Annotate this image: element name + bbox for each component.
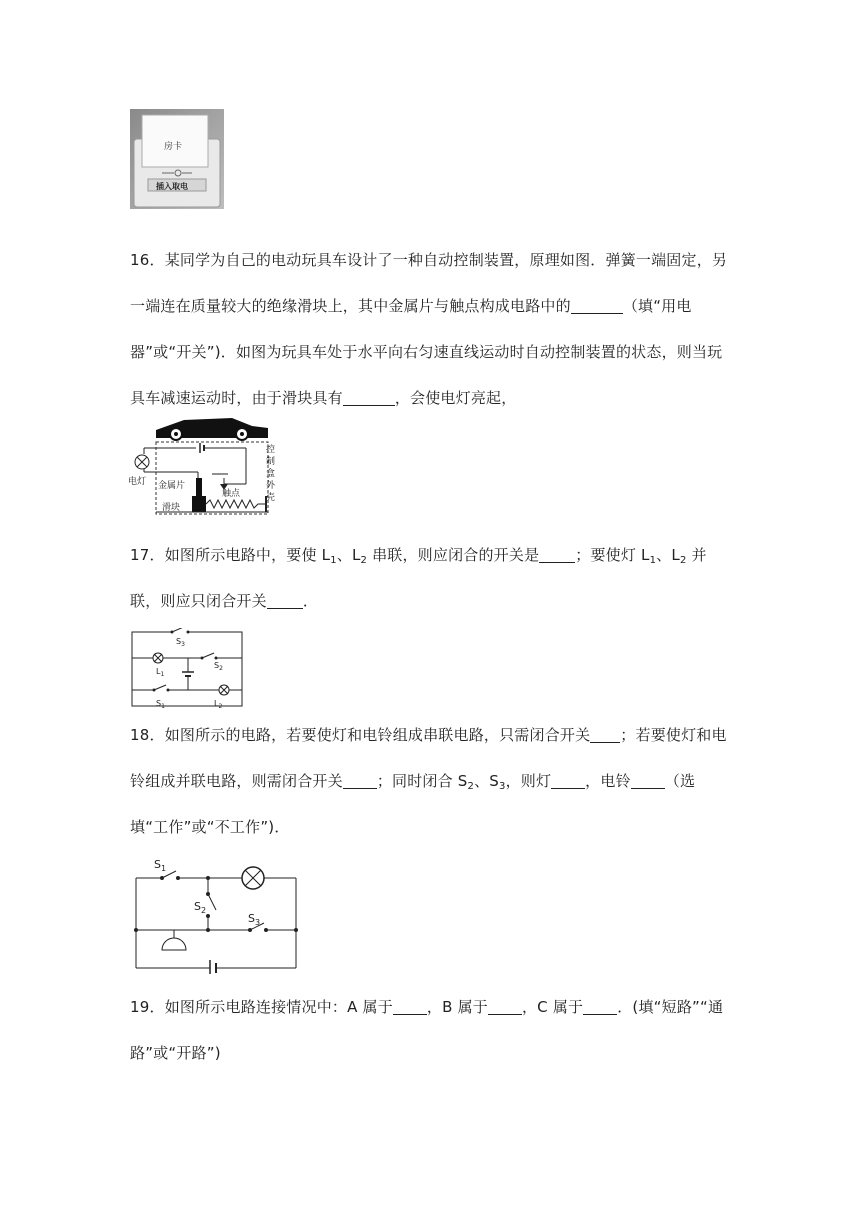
electric-bell	[162, 938, 186, 950]
slider-block	[192, 496, 206, 512]
q18-blank-3[interactable]	[551, 772, 585, 789]
label-control-box: 控制盒外壳	[266, 445, 276, 503]
svg-text:L2: $L_2$	[214, 699, 223, 710]
label-lamp: 电灯	[128, 477, 147, 487]
svg-text:S1: $S_1$	[154, 858, 167, 873]
q16-text-2: （填“用电器”或“开关”)．如图为玩具车处于水平向右匀速直线运动时自动控制装置的状态，则当玩具车减速运动时，由于滑块具有	[130, 297, 723, 407]
spring	[206, 500, 266, 508]
question-17: 17．如图所示电路中，要使 $L_1$、$L_2$ 串联，则应闭合的开关是 ；要使灯 $L_1$、$L_2$ 并联，则应只闭合开关 ．	[130, 546, 707, 610]
svg-text:L1: $L_1$	[156, 667, 165, 678]
q18-blank-1[interactable]	[590, 726, 620, 743]
q16-blank-2[interactable]	[343, 389, 395, 406]
label-contact: 触点	[222, 489, 241, 499]
svg-text:S3: $S_3$	[248, 912, 261, 927]
q19-blank-c[interactable]	[583, 998, 617, 1015]
q16-number: 16．	[130, 251, 165, 269]
card-label: 房卡	[164, 142, 183, 152]
label-metal: 金属片	[158, 481, 186, 491]
q16-text-1: 某同学为自己的电动玩具车设计了一种自动控制装置，原理如图．弹簧一端固定，另一端连在质量较大的绝缘滑块上，其中金属片与触点构成电路中的	[130, 251, 728, 315]
svg-text:S3: $S_3$	[176, 637, 185, 648]
q17-circuit-diagram	[128, 628, 246, 710]
question-16	[130, 237, 730, 421]
room-card-photo	[130, 109, 224, 209]
q16-car-control-diagram	[128, 412, 278, 518]
q18-circuit-diagram	[128, 854, 304, 974]
svg-text:S2: $S_2$	[194, 900, 207, 915]
slot-label: 插入取电	[156, 182, 188, 191]
metal-piece	[196, 478, 202, 498]
q19-blank-a[interactable]	[393, 998, 427, 1015]
q17-blank-2[interactable]	[267, 592, 303, 609]
q19-blank-b[interactable]	[488, 998, 522, 1015]
q16-blank-1[interactable]	[571, 297, 623, 314]
question-18: 18．如图所示的电路，若要使灯和电铃组成串联电路，只需闭合开关 ；若要使灯和电铃组成并联电路，则需闭合开关 ；同时闭合 $S_2$、$S_3$，则灯 ，电铃 （选填“工作”或“不工作”)．	[130, 726, 727, 836]
q17-blank-1[interactable]	[539, 546, 575, 563]
svg-text:S1: $S_1$	[156, 699, 165, 710]
q16-text-3: ，会使电灯亮起，	[394, 389, 517, 407]
q18-blank-2[interactable]	[343, 772, 377, 789]
question-19: 19．如图所示电路连接情况中：A 属于 ，B 属于 ，C 属于 ．(填“短路”“通路”或“开路”)	[130, 998, 724, 1062]
label-slider: 滑块	[162, 503, 181, 513]
q18-blank-4[interactable]	[631, 772, 665, 789]
svg-text:S2: $S_2$	[214, 661, 223, 672]
